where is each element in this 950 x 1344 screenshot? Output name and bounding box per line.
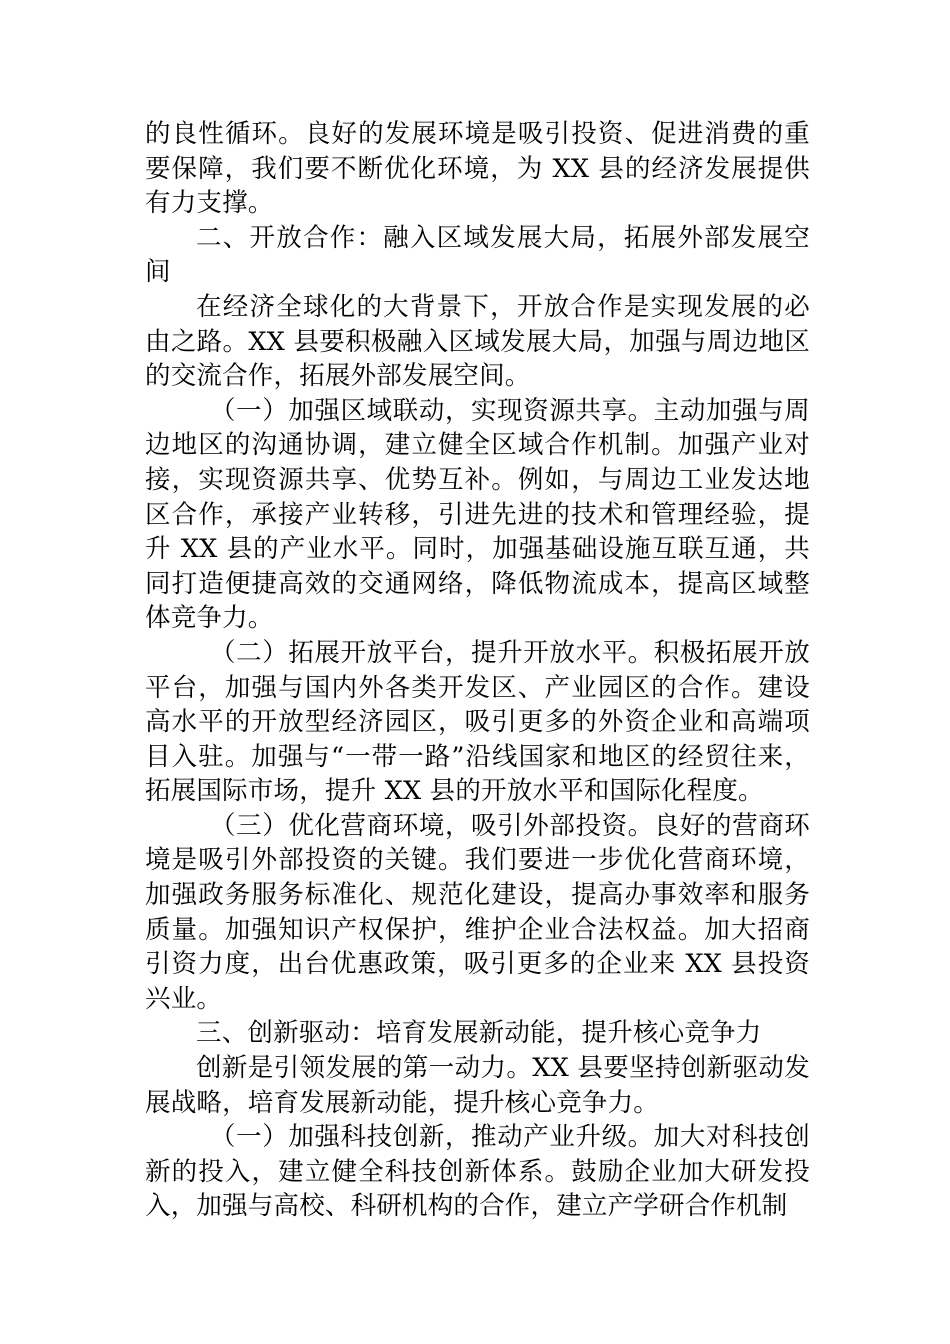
paragraph-body: 创新是引领发展的第一动力。XX 县要坚持创新驱动发展战略，培育发展新动能，提升核心竞争力。	[145, 1053, 810, 1118]
document-page	[145, 117, 810, 1224]
paragraph-subsection-1: （一）加强区域联动，实现资源共享。主动加强与周边地区的沟通协调，建立健全区域合作机制。加强产业对接，实现资源共享、优势互补。例如，与周边工业发达地区合作，承接产业转移，引进先进的技术和管理经验，提升 XX 县的产业水平。同时，加强基础设施互联互通，共同打造便捷高效的交通网络，降低物流成本，提高区域整体竞争力。	[145, 395, 810, 634]
paragraph-continuation: 的良性循环。良好的发展环境是吸引投资、促进消费的重要保障，我们要不断优化环境，为 XX 县的经济发展提供有力支撑。	[145, 119, 810, 219]
paragraph-subsection-1: （一）加强科技创新，推动产业升级。加大对科技创新的投入，建立健全科技创新体系。鼓励企业加大研发投入，加强与高校、科研机构的合作，建立产学研合作机制	[145, 1122, 810, 1222]
paragraph-body: 在经济全球化的大背景下，开放合作是实现发展的必由之路。XX 县要积极融入区域发展大局，加强与周边地区的交流合作，拓展外部发展空间。	[145, 291, 810, 392]
paragraph-subsection-2: （二）拓展开放平台，提升开放水平。积极拓展开放平台，加强与国内外各类开发区、产业园区的合作。建设高水平的开放型经济园区，吸引更多的外资企业和高端项目入驻。加强与“一带一路”沿线国家和地区的经贸往来，拓展国际市场，提升 XX 县的开放水平和国际化程度。	[145, 637, 810, 807]
paragraph-subsection-3: （三）优化营商环境，吸引外部投资。良好的营商环境是吸引外部投资的关键。我们要进一步优化营商环境，加强政务服务标准化、规范化建设，提高办事效率和服务质量。加强知识产权保护，维护企业合法权益。加大招商引资力度，出台优惠政策，吸引更多的企业来 XX 县投资兴业。	[145, 810, 810, 1014]
section-heading-2: 二、开放合作：融入区域发展大局，拓展外部发展空间	[145, 222, 810, 288]
section-heading-3: 三、创新驱动：培育发展新动能，提升核心竞争力	[196, 1018, 762, 1049]
